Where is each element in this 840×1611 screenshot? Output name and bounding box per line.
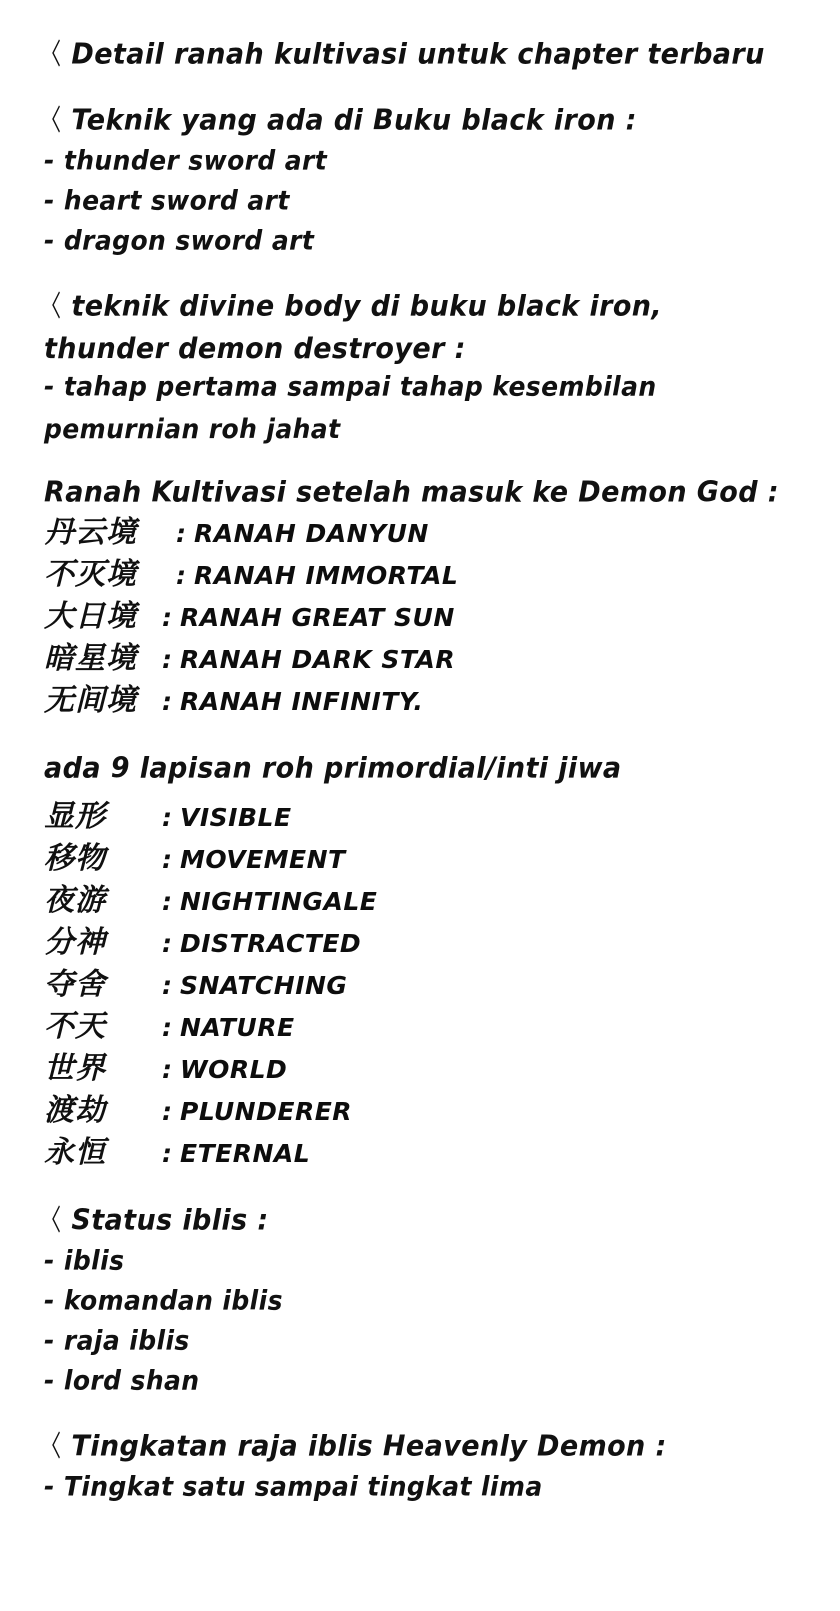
angle-bracket-icon: 〈 <box>44 39 61 72</box>
separator: : <box>162 1139 172 1168</box>
separator: : <box>162 971 172 1000</box>
heading-text: Status iblis : <box>71 1204 269 1238</box>
list-item: - thunder sword art <box>44 145 328 177</box>
cjk-term: 显形 <box>44 799 106 834</box>
separator: : <box>176 519 186 548</box>
glossary-row <box>44 1090 796 1132</box>
gloss-text: ETERNAL <box>180 1139 311 1168</box>
gloss-text: MOVEMENT <box>180 845 346 874</box>
section-title: ada 9 lapisan roh primordial/inti jiwa <box>44 752 622 786</box>
cjk-term: 夜游 <box>44 883 106 918</box>
cjk-term: 不灭境 <box>44 557 137 592</box>
list-item: - heart sword art <box>44 185 290 217</box>
gloss-text: WORLD <box>180 1055 288 1084</box>
angle-bracket-icon: 〈 <box>44 1205 61 1238</box>
cjk-term: 夺舍 <box>44 967 106 1002</box>
gloss-text: DISTRACTED <box>180 929 362 958</box>
separator: : <box>162 687 172 716</box>
gloss-text: RANAH INFINITY. <box>180 687 424 716</box>
section-black-iron-techniques <box>44 100 796 260</box>
glossary-row <box>44 1006 796 1048</box>
cjk-term: 无间境 <box>44 683 137 718</box>
angle-bracket-icon: 〈 <box>44 1431 61 1464</box>
gloss-text: VISIBLE <box>180 803 292 832</box>
separator: : <box>162 1055 172 1084</box>
cjk-term: 大日境 <box>44 599 137 634</box>
glossary-row <box>44 964 796 1006</box>
section-ranah-demon-god <box>44 472 796 722</box>
gloss-text: NATURE <box>180 1013 295 1042</box>
list-item: - raja iblis <box>44 1325 190 1357</box>
glossary-row <box>44 680 796 722</box>
separator: : <box>162 929 172 958</box>
list-item: - tahap pertama sampai tahap kesembilan pemurnian roh jahat <box>44 371 666 445</box>
heading-text: Detail ranah kultivasi untuk chapter terbaru <box>71 38 765 72</box>
separator: : <box>176 561 186 590</box>
separator: : <box>162 1013 172 1042</box>
separator: : <box>162 603 172 632</box>
cjk-term: 渡劫 <box>44 1093 106 1128</box>
separator: : <box>162 845 172 874</box>
angle-bracket-icon: 〈 <box>44 291 61 324</box>
gloss-text: SNATCHING <box>180 971 348 1000</box>
section-status-iblis <box>44 1200 796 1400</box>
glossary-row <box>44 1132 796 1174</box>
list-item: - lord shan <box>44 1365 200 1397</box>
separator: : <box>162 645 172 674</box>
list-item: - iblis <box>44 1245 125 1277</box>
glossary-row <box>44 838 796 880</box>
glossary-row <box>44 922 796 964</box>
gloss-text: RANAH DARK STAR <box>180 645 456 674</box>
section-heading <box>44 34 796 76</box>
separator: : <box>162 803 172 832</box>
glossary-row <box>44 512 796 554</box>
section-heading <box>44 100 796 142</box>
cjk-term: 分神 <box>44 925 106 960</box>
section-heading <box>44 1426 796 1468</box>
section-heading <box>44 286 796 371</box>
separator: : <box>162 887 172 916</box>
glossary-row <box>44 638 796 680</box>
gloss-text: PLUNDERER <box>180 1097 353 1126</box>
section-title: Ranah Kultivasi setelah masuk ke Demon God : <box>44 476 779 510</box>
cjk-term: 丹云境 <box>44 515 137 550</box>
list-item: - dragon sword art <box>44 225 315 257</box>
heading-text: Tingkatan raja iblis Heavenly Demon : <box>71 1430 667 1464</box>
section-intro <box>44 34 796 74</box>
glossary-row <box>44 596 796 638</box>
glossary-row <box>44 880 796 922</box>
glossary-row <box>44 554 796 596</box>
heading-text: Teknik yang ada di Buku black iron : <box>71 104 637 138</box>
gloss-text: RANAH IMMORTAL <box>194 561 459 590</box>
section-divine-body <box>44 286 796 446</box>
gloss-text: RANAH DANYUN <box>194 519 429 548</box>
section-tingkatan-raja-iblis <box>44 1426 796 1506</box>
gloss-text: RANAH GREAT SUN <box>180 603 455 632</box>
gloss-text: NIGHTINGALE <box>180 887 378 916</box>
cjk-term: 世界 <box>44 1051 106 1086</box>
cjk-term: 不天 <box>44 1009 106 1044</box>
section-roh-primordial <box>44 748 796 1174</box>
section-heading <box>44 1200 796 1242</box>
cjk-term: 永恒 <box>44 1135 106 1170</box>
angle-bracket-icon: 〈 <box>44 105 61 138</box>
separator: : <box>162 1097 172 1126</box>
list-item: - komandan iblis <box>44 1285 283 1317</box>
list-item: - Tingkat satu sampai tingkat lima <box>44 1471 543 1503</box>
cjk-term: 移物 <box>44 841 106 876</box>
cjk-term: 暗星境 <box>44 641 137 676</box>
heading-text: teknik divine body di buku black iron, thunder demon destroyer : <box>44 290 672 366</box>
glossary-row <box>44 796 796 838</box>
glossary-row <box>44 1048 796 1090</box>
